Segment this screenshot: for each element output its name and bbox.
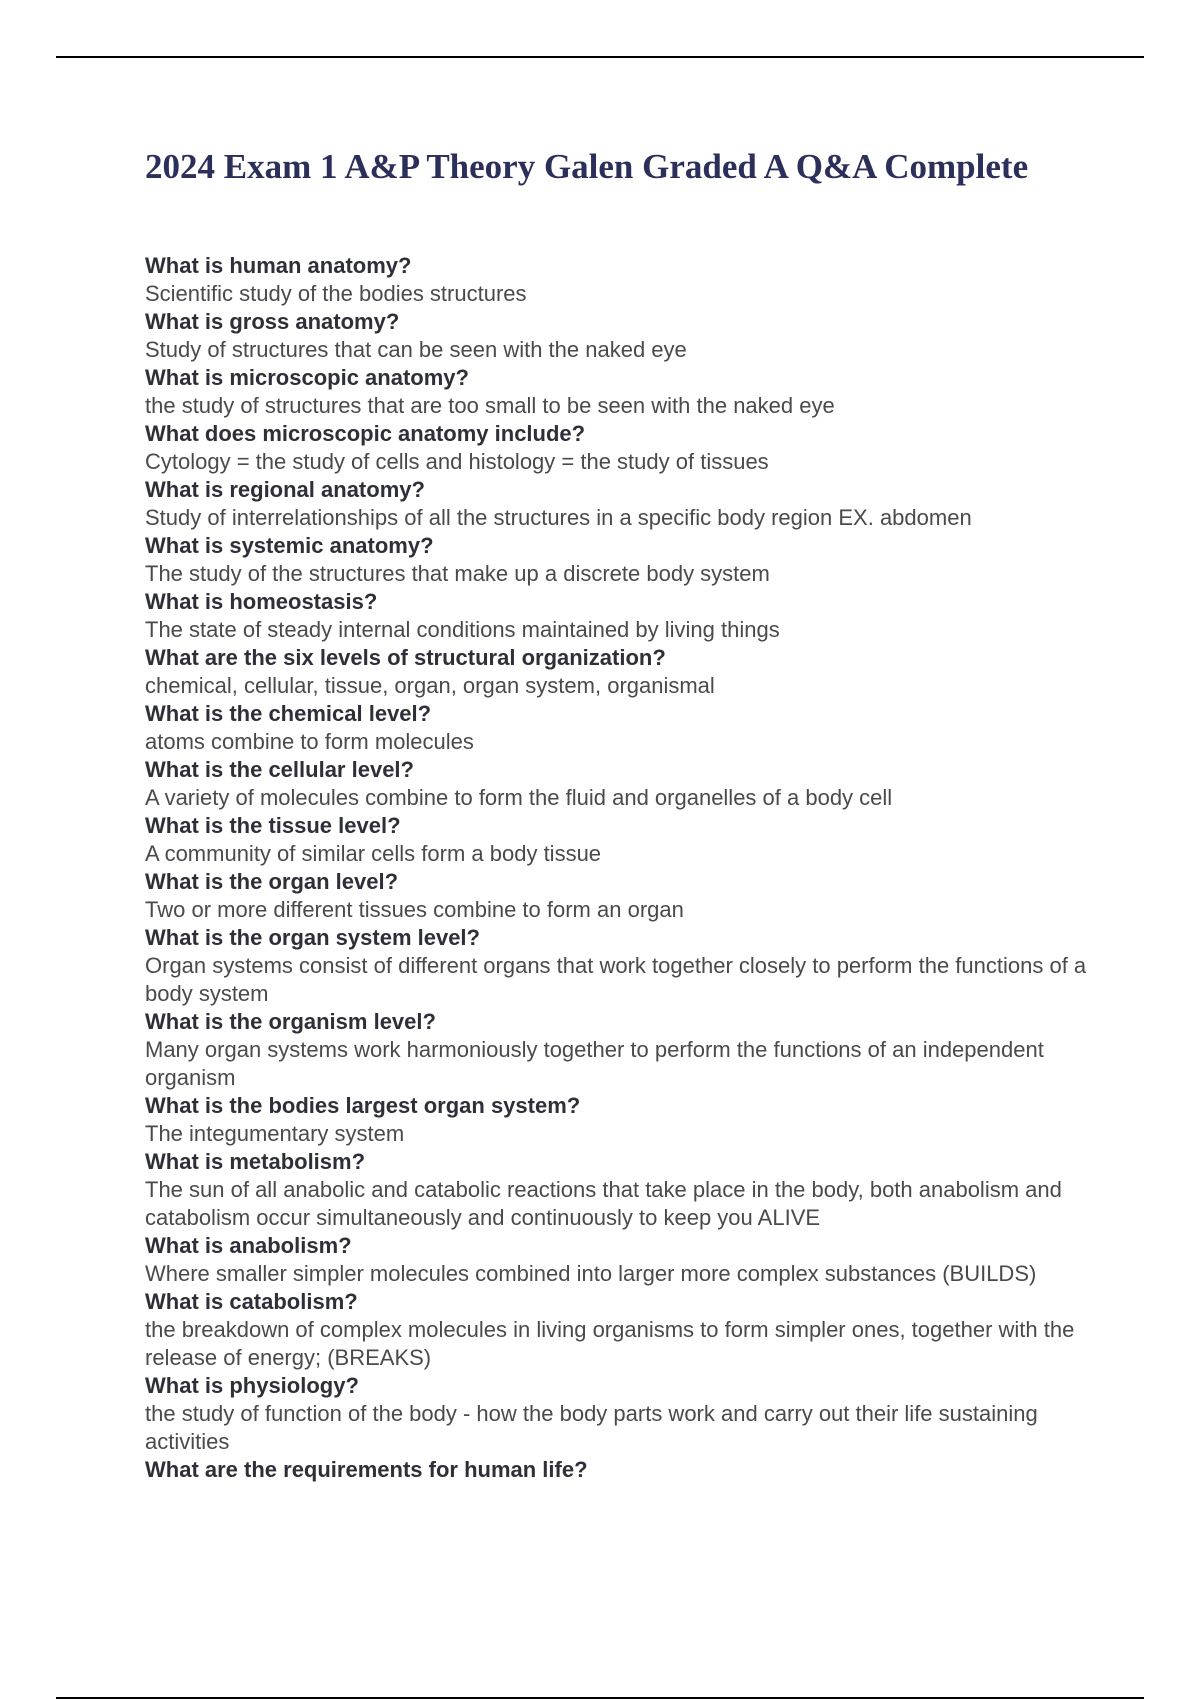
answer-text: The integumentary system — [145, 1121, 405, 1146]
qa-list — [145, 252, 1105, 1484]
question-text: What is physiology? — [145, 1373, 359, 1398]
answer-text: The state of steady internal conditions maintained by living things — [145, 617, 780, 642]
question-text: What are the requirements for human life? — [145, 1457, 588, 1482]
answer-text: Cytology = the study of cells and histology = the study of tissues — [145, 449, 769, 474]
qa-item — [145, 1372, 1105, 1456]
answer-text: atoms combine to form molecules — [145, 729, 474, 754]
qa-item — [145, 868, 1105, 924]
question-text: What is the tissue level? — [145, 813, 401, 838]
qa-item — [145, 756, 1105, 812]
qa-item — [145, 1008, 1105, 1092]
qa-item — [145, 924, 1105, 1008]
question-text: What is metabolism? — [145, 1149, 366, 1174]
qa-item — [145, 1148, 1105, 1232]
qa-item — [145, 812, 1105, 868]
qa-item — [145, 364, 1105, 420]
question-text: What is catabolism? — [145, 1289, 358, 1314]
question-text: What is the organ level? — [145, 869, 399, 894]
question-text: What is human anatomy? — [145, 253, 412, 278]
answer-text: Study of interrelationships of all the structures in a specific body region EX. abdomen — [145, 505, 972, 530]
answer-text: Study of structures that can be seen with the naked eye — [145, 337, 687, 362]
qa-item — [145, 1232, 1105, 1288]
answer-text: Two or more different tissues combine to form an organ — [145, 897, 684, 922]
question-text: What is the cellular level? — [145, 757, 414, 782]
answer-text: chemical, cellular, tissue, organ, organ system, organismal — [145, 673, 715, 698]
question-text: What is the chemical level? — [145, 701, 432, 726]
question-text: What is regional anatomy? — [145, 477, 425, 502]
question-text: What is homeostasis? — [145, 589, 378, 614]
qa-item — [145, 644, 1105, 700]
bottom-rule — [56, 1697, 1144, 1699]
question-text: What does microscopic anatomy include? — [145, 421, 586, 446]
qa-item — [145, 252, 1105, 308]
qa-item — [145, 532, 1105, 588]
answer-text: the breakdown of complex molecules in living organisms to form simpler ones, together with the release of energy; (BREAKS) — [145, 1317, 1075, 1370]
question-text: What is the bodies largest organ system? — [145, 1093, 581, 1118]
answer-text: Where smaller simpler molecules combined into larger more complex substances (BUILDS) — [145, 1261, 1037, 1286]
qa-item — [145, 588, 1105, 644]
qa-item — [145, 700, 1105, 756]
qa-item — [145, 308, 1105, 364]
qa-item — [145, 420, 1105, 476]
answer-text: the study of structures that are too small to be seen with the naked eye — [145, 393, 835, 418]
answer-text: A community of similar cells form a body tissue — [145, 841, 602, 866]
answer-text: Organ systems consist of different organs that work together closely to perform the functions of a body system — [145, 953, 1087, 1006]
question-text: What are the six levels of structural organization? — [145, 645, 666, 670]
answer-text: Many organ systems work harmoniously together to perform the functions of an independent organism — [145, 1037, 1044, 1090]
document-title: 2024 Exam 1 A&P Theory Galen Graded A Q&A Complete — [145, 147, 1029, 186]
qa-item — [145, 1092, 1105, 1148]
question-text: What is the organism level? — [145, 1009, 436, 1034]
document-body — [145, 145, 1105, 1484]
answer-text: The study of the structures that make up a discrete body system — [145, 561, 770, 586]
question-text: What is microscopic anatomy? — [145, 365, 469, 390]
answer-text: Scientific study of the bodies structures — [145, 281, 527, 306]
question-text: What is the organ system level? — [145, 925, 480, 950]
answer-text: A variety of molecules combine to form the fluid and organelles of a body cell — [145, 785, 893, 810]
qa-item — [145, 476, 1105, 532]
question-text: What is anabolism? — [145, 1233, 352, 1258]
question-text: What is gross anatomy? — [145, 309, 400, 334]
question-text: What is systemic anatomy? — [145, 533, 434, 558]
answer-text: the study of function of the body - how the body parts work and carry out their life sustaining activities — [145, 1401, 1038, 1454]
top-rule — [56, 56, 1144, 58]
qa-item — [145, 1456, 1105, 1484]
qa-item — [145, 1288, 1105, 1372]
answer-text: The sun of all anabolic and catabolic reactions that take place in the body, both anabolism and catabolism occur simultaneously and continuously to keep you ALIVE — [145, 1177, 1062, 1230]
